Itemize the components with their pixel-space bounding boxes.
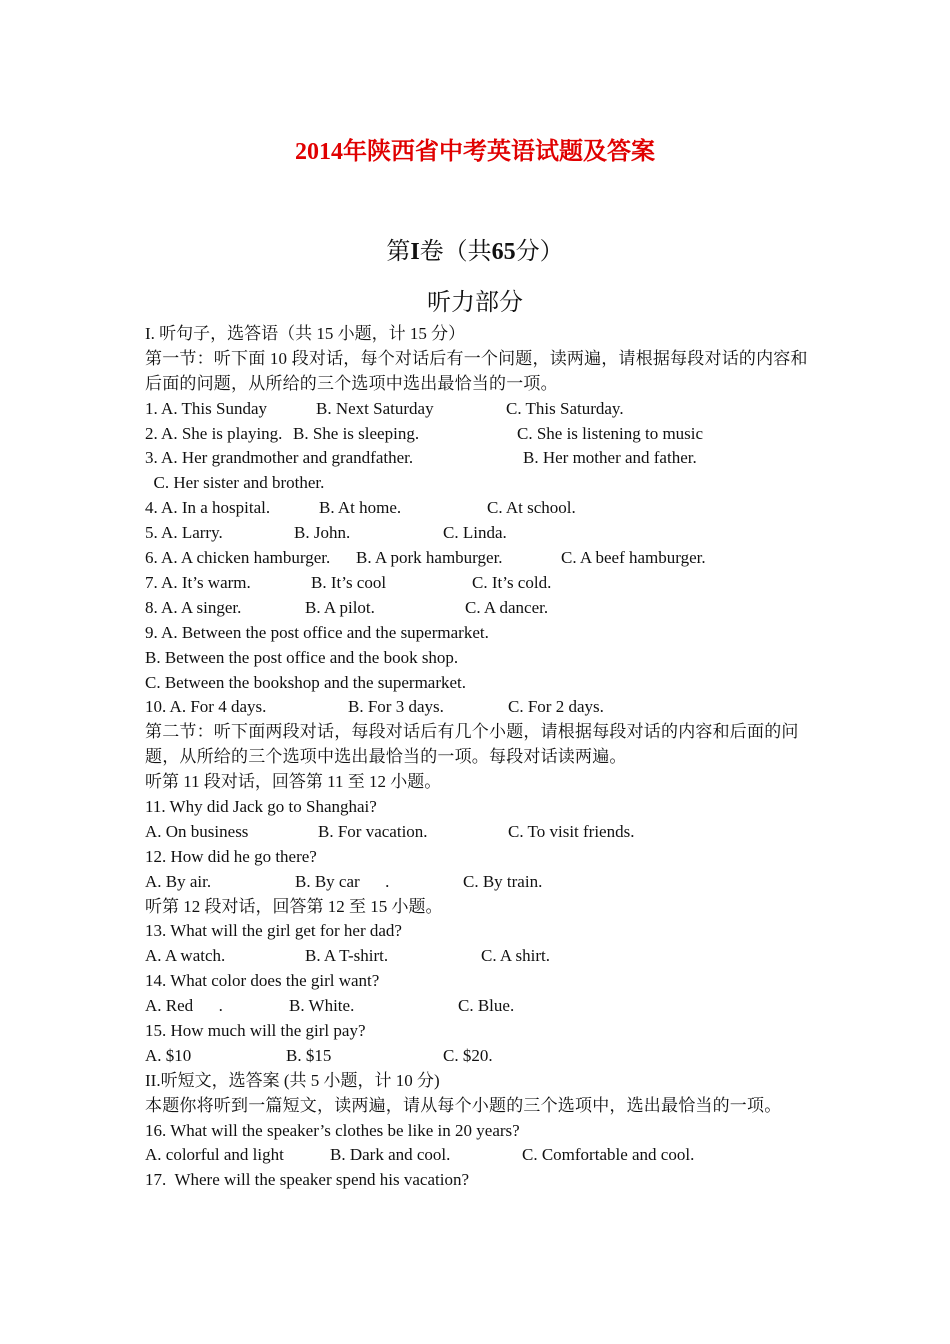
question-line: 16. What will the speaker’s clothes be like in 20 years? <box>145 1120 520 1140</box>
option-row <box>145 1143 815 1168</box>
answer-option: C. Blue. <box>458 996 515 1016</box>
answer-option: B. At home. <box>319 498 402 518</box>
answer-option: B. A pork hamburger. <box>356 548 503 568</box>
instruction-paragraph: 第二节：听下面两段对话，每段对话后有几个小题，请根据每段对话的内容和后面的问题，从所给的三个选项中选出最恰当的一项。每段对话读两遍。 <box>145 722 799 767</box>
answer-option: C. To visit friends. <box>508 821 635 841</box>
question-line: II.听短文，选答案 (共 5 小题，计 10 分) <box>145 1070 440 1090</box>
part-heading-roman: I <box>410 239 420 265</box>
answer-option: 5. A. Larry. <box>145 523 223 543</box>
option-row <box>145 596 815 621</box>
answer-option: B. A T-shirt. <box>305 946 389 966</box>
answer-option: C. For 2 days. <box>508 697 604 717</box>
question-content <box>145 322 815 1193</box>
part-heading-pre: 第 <box>386 239 411 265</box>
option-row <box>145 546 815 571</box>
answer-option: C. A shirt. <box>481 946 550 966</box>
option-row <box>145 521 815 546</box>
answer-option: C. She is listening to music <box>517 423 704 443</box>
question-line: 14. What color does the girl want? <box>145 971 380 991</box>
option-row <box>145 944 815 969</box>
answer-option: B. White. <box>289 996 355 1016</box>
question-line: 15. How much will the girl pay? <box>145 1021 366 1040</box>
question-line: 12. How did he go there? <box>145 846 317 866</box>
part-heading <box>0 231 950 266</box>
option-row <box>145 422 815 447</box>
answer-option: 7. A. It’s warm. <box>145 572 251 592</box>
answer-option: B. She is sleeping. <box>293 423 420 443</box>
instruction-paragraph: 本题你将听到一篇短文，读两遍，请从每个小题的三个选项中，选出最恰当的一项。 <box>145 1095 782 1115</box>
answer-option: C. By train. <box>463 871 543 891</box>
answer-option: B. Dark and cool. <box>330 1145 451 1165</box>
answer-option: 2. A. She is playing. <box>145 423 283 443</box>
question-line: B. Between the post office and the book shop. <box>145 647 459 667</box>
answer-option: B. John. <box>294 523 351 543</box>
answer-option: B. By car . <box>295 871 390 891</box>
option-row <box>145 695 815 720</box>
answer-option: B. Next Saturday <box>316 398 434 418</box>
answer-option: B. It’s cool <box>311 572 387 592</box>
option-row <box>145 820 815 845</box>
question-line: 13. What will the girl get for her dad? <box>145 921 402 941</box>
answer-option: A. $10 <box>145 1045 192 1065</box>
answer-option: 1. A. This Sunday <box>145 398 268 418</box>
answer-option: A. On business <box>145 821 249 841</box>
page-title: 2014年陕西省中考英语试题及答案 <box>295 139 655 165</box>
answer-option: A. By air. <box>145 871 212 891</box>
option-row <box>145 994 815 1019</box>
answer-option: 3. A. Her grandmother and grandfather. <box>145 448 414 468</box>
answer-option: C. This Saturday. <box>506 398 624 418</box>
question-line: I. 听句子，选答语（共 15 小题，计 15 分） <box>145 324 466 343</box>
question-line: 听第 12 段对话，回答第 12 至 15 小题。 <box>145 896 443 916</box>
answer-option: A. A watch. <box>145 946 226 966</box>
answer-option: B. $15 <box>286 1045 332 1065</box>
part-heading-mid: 卷（共 <box>419 239 492 265</box>
answer-option: A. colorful and light <box>145 1145 284 1165</box>
listening-heading: 听力部分 <box>427 290 523 316</box>
answer-option: B. Her mother and father. <box>523 448 697 468</box>
answer-option: C. $20. <box>443 1045 493 1065</box>
answer-option: 6. A. A chicken hamburger. <box>145 548 331 568</box>
question-line: C. Her sister and brother. <box>145 473 325 493</box>
answer-option: C. At school. <box>487 498 576 518</box>
option-row <box>145 446 815 471</box>
answer-option: B. A pilot. <box>305 597 375 617</box>
answer-option: C. A beef hamburger. <box>561 548 706 568</box>
question-line: 9. A. Between the post office and the supermarket. <box>145 622 489 642</box>
question-line: 听第 11 段对话，回答第 11 至 12 小题。 <box>145 772 442 792</box>
answer-option: 8. A. A singer. <box>145 597 242 617</box>
answer-option: C. Linda. <box>443 523 507 543</box>
question-line: C. Between the bookshop and the supermarket. <box>145 672 467 692</box>
part-heading-post: 分） <box>515 239 564 265</box>
option-row <box>145 571 815 596</box>
answer-option: A. Red . <box>145 996 223 1016</box>
answer-option: C. Comfortable and cool. <box>522 1145 695 1165</box>
part-heading-num: 65 <box>491 239 516 265</box>
answer-option: C. It’s cold. <box>472 572 552 592</box>
instruction-paragraph: 第一节：听下面 10 段对话，每个对话后有一个问题，读两遍，请根据每段对话的内容和后面的问题，从所给的三个选项中选出最恰当的一项。 <box>145 348 808 393</box>
option-row <box>145 1044 815 1069</box>
answer-option: C. A dancer. <box>465 597 549 617</box>
option-row <box>145 870 815 895</box>
option-row <box>145 496 815 521</box>
question-line: 17. Where will the speaker spend his vacation? <box>145 1170 469 1190</box>
answer-option: B. For vacation. <box>318 821 428 841</box>
option-row <box>145 397 815 422</box>
answer-option: 10. A. For 4 days. <box>145 697 267 717</box>
question-line: 11. Why did Jack go to Shanghai? <box>145 796 377 816</box>
answer-option: 4. A. In a hospital. <box>145 498 271 518</box>
answer-option: B. For 3 days. <box>348 697 444 717</box>
